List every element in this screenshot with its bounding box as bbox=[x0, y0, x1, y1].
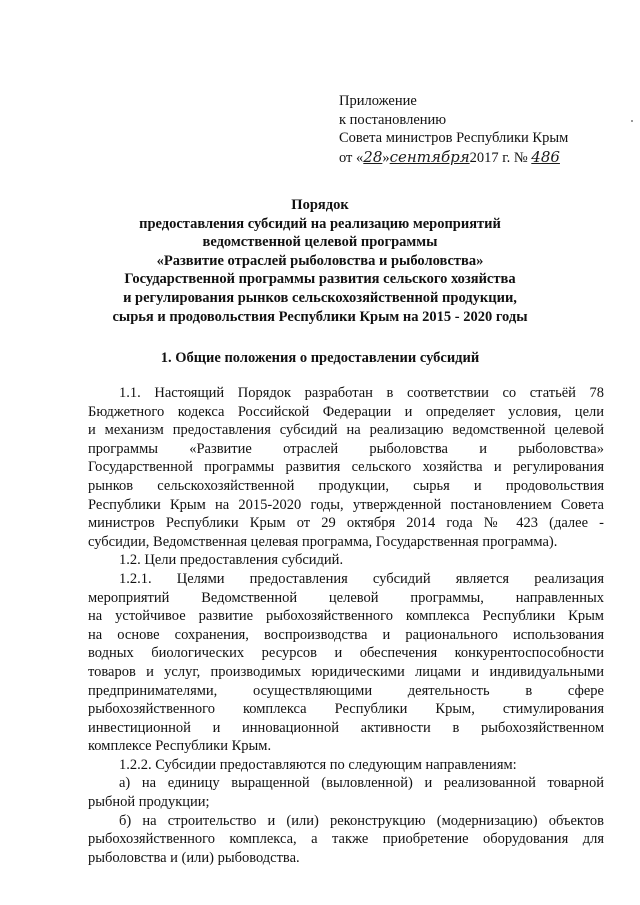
paragraph-line: рыбной продукции; bbox=[88, 794, 210, 811]
paragraph-line: 1.2. Цели предоставления субсидий. bbox=[119, 552, 344, 569]
paragraph-line: рынков сельскохозяйственной продукции, сырья и продовольствия bbox=[88, 477, 604, 494]
title-line: «Развитие отраслей рыболовства и рыболовства» bbox=[156, 252, 484, 269]
paragraph-line: 1.1. Настоящий Порядок разработан в соответствии со статьёй 78 bbox=[119, 385, 604, 401]
day-suffix: » bbox=[382, 149, 390, 166]
paragraph-line: мероприятий Ведомственной целевой программы, направленных bbox=[88, 589, 604, 606]
document-title bbox=[0, 196, 640, 326]
paragraph-line: программы «Развитие отраслей рыболовства и рыболовства» bbox=[88, 440, 604, 457]
paragraph-line: водных биологических ресурсов и обеспечения конкурентоспособности bbox=[88, 645, 604, 662]
date-prefix: от « bbox=[339, 149, 364, 166]
title-line: предоставления субсидий на реализацию мероприятий bbox=[139, 215, 501, 232]
appendix-line: Совета министров Республики Крым bbox=[339, 130, 569, 147]
title-line: Порядок bbox=[291, 197, 349, 213]
paragraph-line: на основе сохранения, воспроизводства и рационального использования bbox=[88, 626, 604, 643]
section-body bbox=[88, 384, 604, 867]
title-line: сырья и продовольствия Республики Крым на 2015 - 2020 годы bbox=[112, 308, 528, 325]
paragraph-line: рыболовства и (или) рыбоводства. bbox=[88, 849, 300, 866]
paragraph-line: 1.2.2. Субсидии предоставляются по следующим направлениям: bbox=[119, 756, 517, 773]
title-line: ведомственной целевой программы bbox=[202, 234, 438, 251]
handwritten-number: 486 bbox=[531, 147, 560, 166]
paragraph-line: на устойчивое развитие рыбохозяйственного комплекса Республики Крым bbox=[88, 608, 604, 625]
scan-speck bbox=[631, 120, 633, 122]
handwritten-day: 28 bbox=[363, 147, 383, 166]
year-text: 2017 г. № bbox=[469, 149, 528, 166]
title-line: и регулирования рынков сельскохозяйственной продукции, bbox=[123, 289, 517, 306]
section-heading: 1. Общие положения о предоставлении субсидий bbox=[160, 350, 480, 366]
paragraph-line: министров Республики Крым от 29 октября 2014 года № 423 (далее - bbox=[88, 515, 604, 532]
paragraph-line: Республики Крым на 2015-2020 годы, утвержденной постановлением Совета bbox=[88, 496, 604, 513]
paragraph-line: 1.2.1. Целями предоставления субсидий является реализация bbox=[119, 570, 604, 587]
paragraph-line: и механизм предоставления субсидий на реализацию ведомственной целевой bbox=[88, 422, 604, 439]
paragraph-line: комплексе Республики Крым. bbox=[88, 738, 272, 755]
appendix-line: к постановлению bbox=[339, 111, 447, 128]
paragraph-line: Бюджетного кодекса Российской Федерации и определяет условия, цели bbox=[88, 403, 604, 420]
paragraph-line: товаров и услуг, производимых юридическими лицами и индивидуальными bbox=[88, 663, 604, 680]
paragraph-line: Государственной программы развития сельского хозяйства и регулирования bbox=[88, 459, 604, 476]
appendix-date-line bbox=[339, 148, 568, 168]
paragraph-line: предпринимателями, осуществляющими деятельность в сфере bbox=[88, 682, 604, 699]
handwritten-month: сентября bbox=[389, 147, 470, 166]
paragraph-line: инвестиционной и инновационной активности в рыбохозяйственном bbox=[88, 719, 604, 736]
title-line: Государственной программы развития сельского хозяйства bbox=[124, 271, 516, 288]
paragraph-line: а) на единицу выращенной (выловленной) и реализованной товарной bbox=[119, 775, 604, 792]
paragraph-line: субсидии, Ведомственная целевая программа, Государственная программа). bbox=[88, 533, 558, 550]
paragraph-line: рыбохозяйственного комплекса Республики Крым, стимулирования bbox=[88, 701, 604, 718]
paragraph-line: б) на строительство и (или) реконструкцию (модернизацию) объектов bbox=[119, 812, 604, 829]
paragraph-line: рыбохозяйственного комплекса, а также приобретение оборудования для bbox=[88, 831, 604, 848]
appendix-line: Приложение bbox=[339, 93, 417, 109]
appendix-block bbox=[339, 92, 568, 167]
